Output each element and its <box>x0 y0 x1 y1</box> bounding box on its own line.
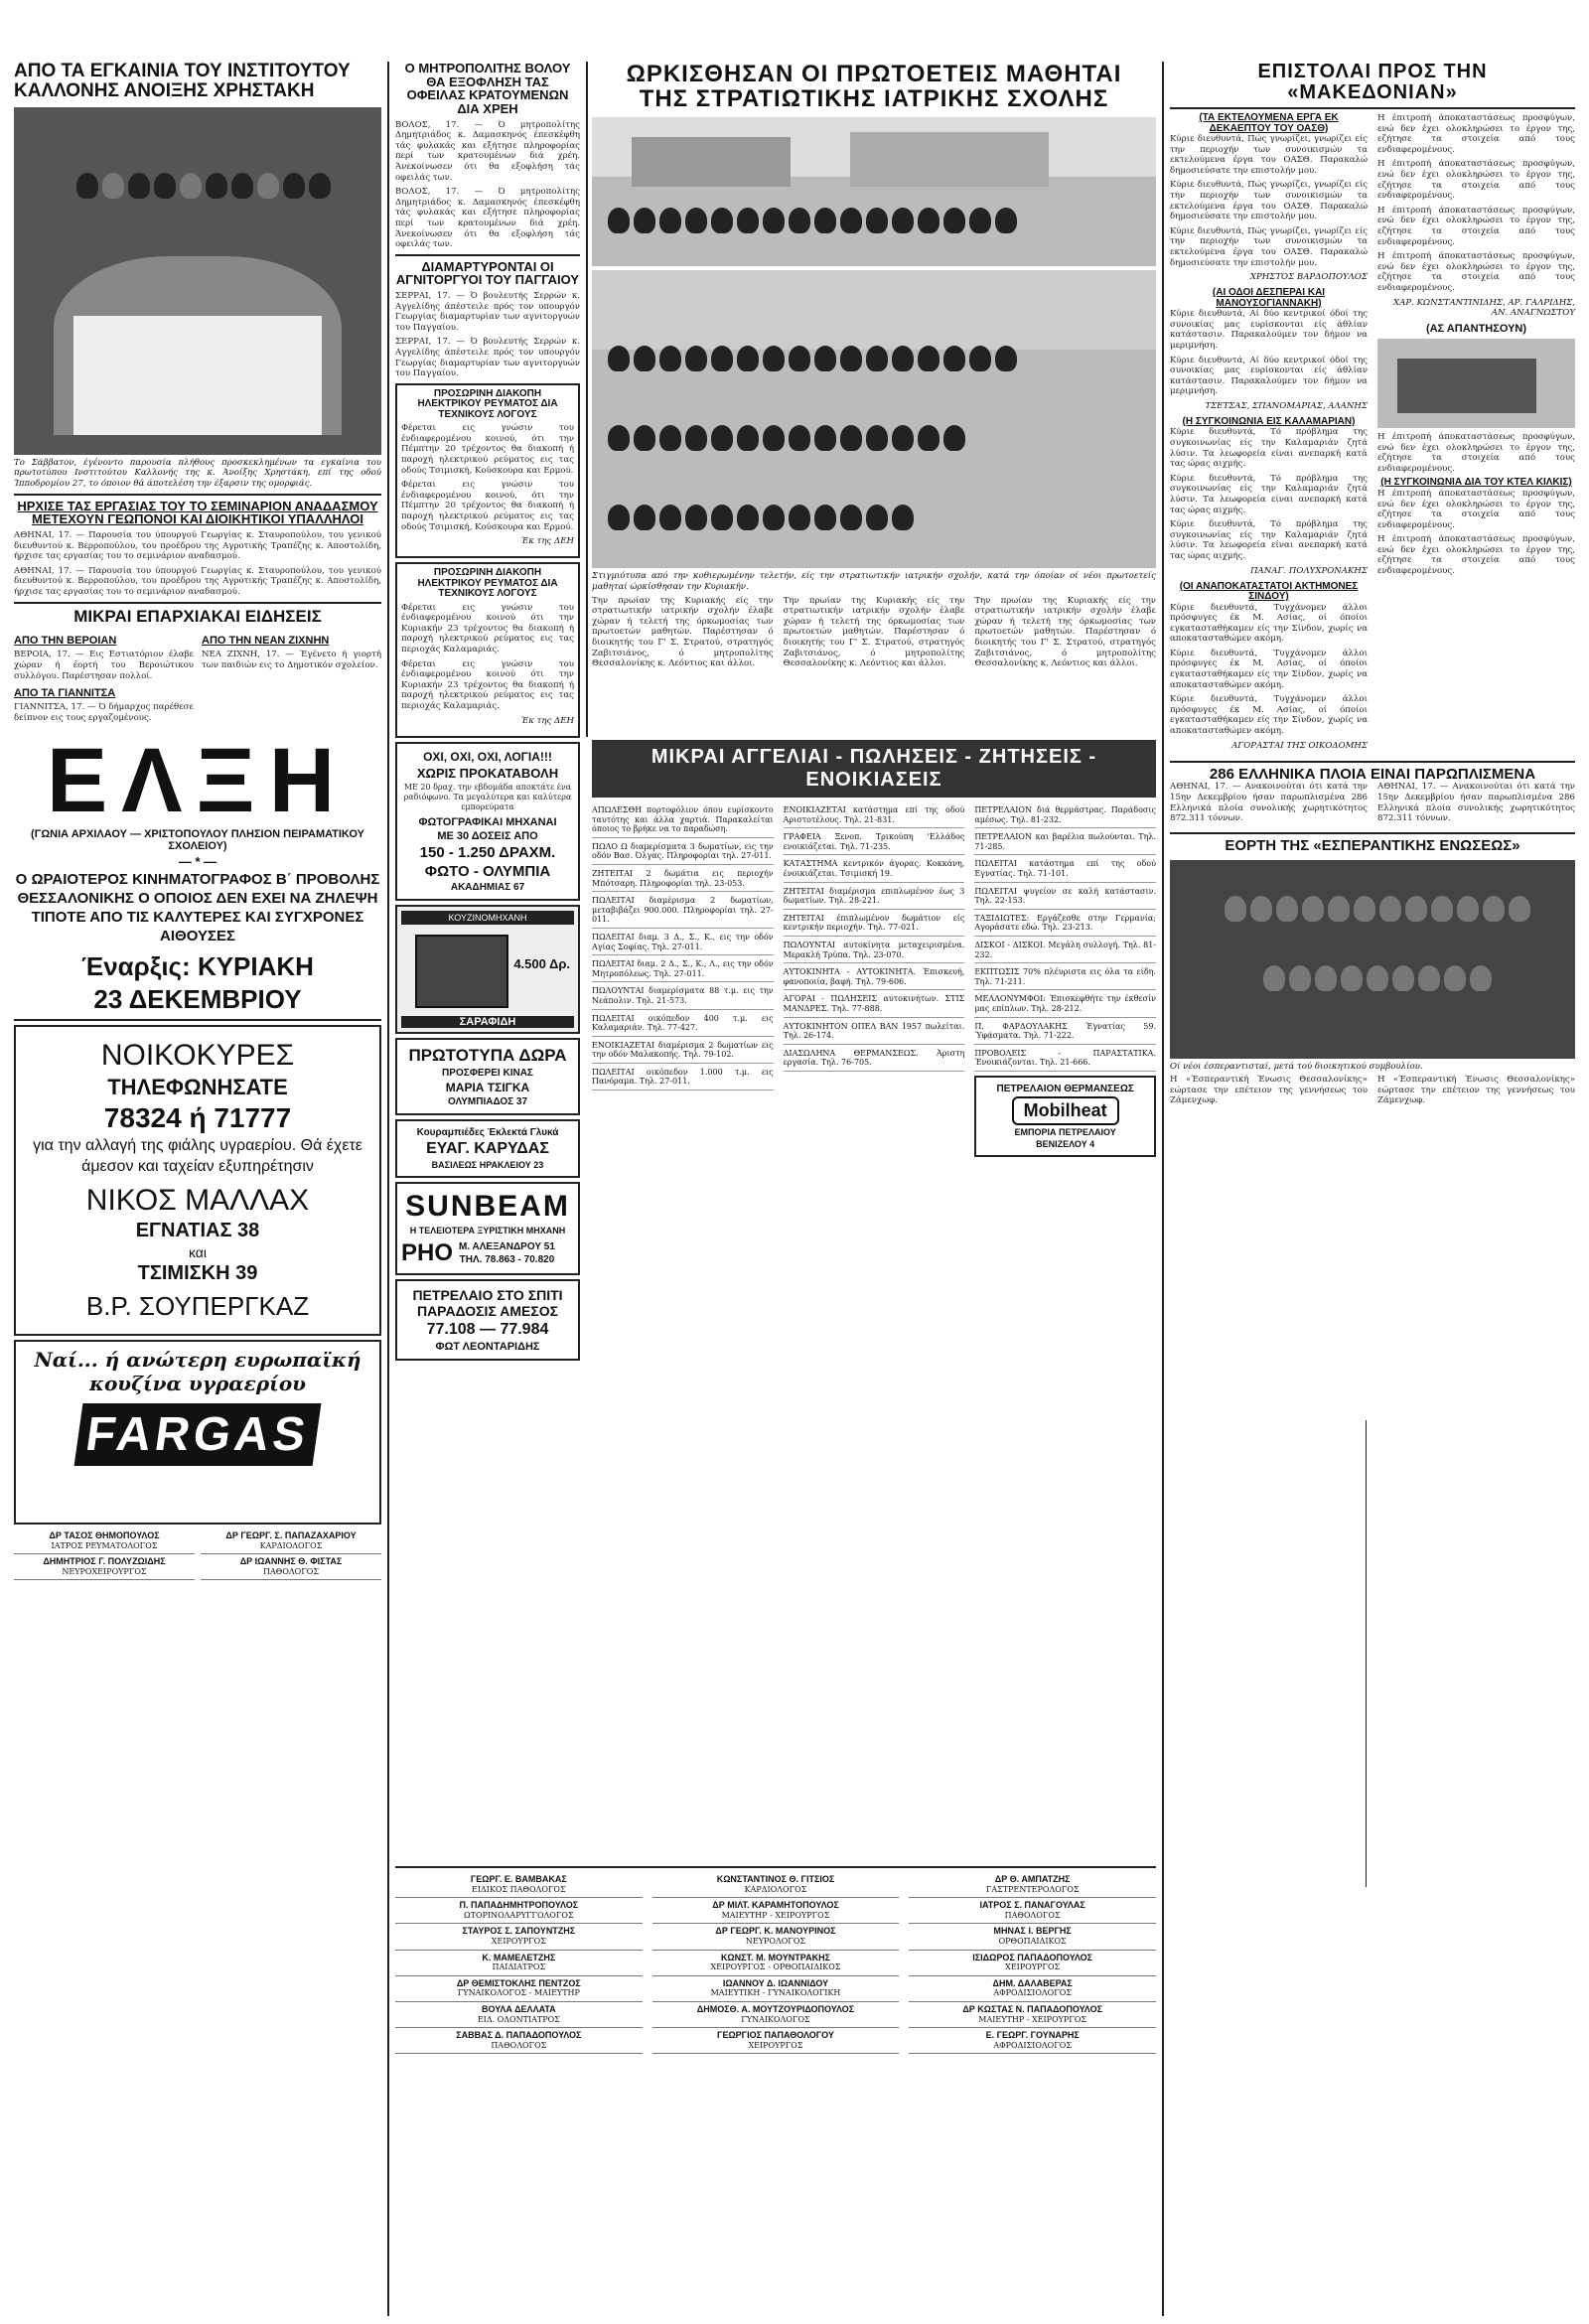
ad-elxi-cinema: ΕΛΞΗ (ΓΩΝΙΑ ΑΡΧΙΛΑΟΥ — ΧΡΙΣΤΟΠΟΥΛΟΥ ΠΛΗΣΙΟΝ ΠΕΙΡΑΜΑΤΙΚΟΥ ΣΧΟΛΕΙΟΥ) — * — Ο ΩΡΑΙΟΤΕΡΟΣ ΚΙΝΗΜΑΤΟΓΡΑΦΟΣ Β΄ ΠΡΟΒΟΛΗΣ ΘΕΣΣΑΛΟΝΙΚΗΣ Ο ΟΠΟΙΟΣ ΔΕΝ ΕΧΕΙ ΝΑ ΖΗΛΕΨΗ ΤΙΠΟΤΕ ΑΠΟ ΤΙΣ ΚΑΛΥΤΕΡΕΣ ΚΑΙ ΣΥΓΧΡΟΝΕΣ ΑΙΘΟΥΣΕΣ Έναρξις: ΚΥΡΙΑΚΗ 23 ΔΕΚΕΜΒΡΙΟΥ <box>15 730 380 1015</box>
doctor-card: ΔΡ ΚΩΣΤΑΣ Ν. ΠΑΠΑΔΟΠΟΥΛΟΣ ΜΑΙΕΥΤΗΡ - ΧΕΙΡΟΥΡΓΟΣ <box>909 2002 1156 2028</box>
ad-petrol-home: ΠΕΤΡΕΛΑΙΟ ΣΤΟ ΣΠΙΤΙ ΠΑΡΑΔΟΣΙΣ ΑΜΕΣΟΣ 77.108 — 77.984 ΦΩΤ ΛΕΟΝΤΑΡΙΔΗΣ <box>395 1279 580 1361</box>
letter-body: Η έπιτροπή άποκαταστάσεως προσφύγων, ενώ δεν έχει ολοκληρώσει το έργον της, εζήτησε τα στοιχεία από τους ενδιαφερομένους. <box>1377 113 1575 155</box>
letter-body: Κύριε διευθυντά, Πώς γνωρίζει, γνωρίζει είς την περιοχήν των συνοικισμών τα εκτελούμενα έργα του ΟΑΣΘ. Παρακαλώ δημοσιεύσατε την επιστολήν μου. <box>1170 134 1368 176</box>
seminar-article: ΑΘΗΝΑΙ, 17. — Παρουσία του ύπουργού Γεωργίας κ. Σταυροπούλου, του γενικού διευθυντού κ. Βερροπούλου, του προέδρου της Αγροτικής Τραπέζης κ. Αποστολίδη, ήρχισε τας εργασίας του το σεμινάριον αναδασμού. <box>14 529 381 562</box>
ad-karydas: Κουραμπιέδες Έκλεκτά Γλυκά ΕΥΑΓ. ΚΑΡΥΔΑΣ ΒΑΣΙΛΕΩΣ ΗΡΑΚΛΕΙΟΥ 23 <box>395 1119 580 1178</box>
mallax-title: ΝΟΙΚΟΚΥΡΕΣ <box>100 1039 295 1073</box>
doctor-card: ΣΑΒΒΑΣ Δ. ΠΑΠΑΔΟΠΟΥΛΟΣ ΠΑΘΟΛΟΓΟΣ <box>395 2028 643 2054</box>
headline-metropolitan: Ο ΜΗΤΡΟΠΟΛΙΤΗΣ ΒΟΛΟΥ ΘΑ ΕΞΟΦΛΗΣΗ ΤΑΣ ΟΦΕΙΛΑΣ ΚΡΑΤΟΥΜΕΝΩΝ ΔΙΑ ΧΡΕΗ <box>404 61 571 116</box>
seminar-article-continued: ΑΘΗΝΑΙ, 17. — Παρουσία του ύπουργού Γεωργίας κ. Σταυροπούλου, του γενικού διευθυντού κ. Βερροπούλου, του προέδρου της Αγροτικής Τραπέζης κ. Αποστολίδη, ήρχισε τας εργασίας του το σεμινάριον αναδασμού. <box>14 565 381 597</box>
classified-ad: ΔΙΣΚΟΙ - ΔΙΣΚΟΙ. Μεγάλη συλλογή. Τηλ. 81-232. <box>974 941 1156 963</box>
ships-article: ΑΘΗΝΑΙ, 17. — Ανακοινούται ότι κατά την 15ην Δεκεμβρίου ήσαν παρωπλισμένα 286 Ελληνικά πλοία συνολικής χωρητικότητος 872.311 τόννων. <box>1170 782 1368 824</box>
elxi-start: Έναρξις: ΚΥΡΙΑΚΗ <box>81 951 314 982</box>
giannitsa-article: ΓΙΑΝΝΙΤΣΑ, 17. — Ό δήμαρχος παρέθεσε δείπνον εις τους εργαζομένους. <box>14 702 194 723</box>
mallax-addr2: ΤΣΙΜΙΣΚΗ 39 <box>137 1261 258 1284</box>
doctor-card: ΙΣΙΔΩΡΟΣ ΠΑΠΑΔΟΠΟΥΛΟΣ ΧΕΙΡΟΥΡΓΟΣ <box>909 1951 1156 1976</box>
classified-ad: ΖΗΤΕΙΤΑΙ διαμέρισμα επιπλωμένον έως 3 δωματίων. Τηλ. 28-221. <box>784 887 965 910</box>
column-1 <box>14 62 381 1580</box>
doctor-card: ΒΟΥΛΑ ΔΕΛΛΑΤΑ ΕΙΔ. ΟΔΟΝΤΙΑΤΡΟΣ <box>395 2002 643 2028</box>
classifieds-col-a <box>592 805 774 1161</box>
classified-ad: ΠΕΤΡΕΛΑΙΟΝ και βαρέλια πωλούνται. Τηλ. 71-285. <box>974 832 1156 855</box>
letter-signature: ΤΣΕΤΣΑΣ, ΣΠΑΝΟΜΑΡΙΑΣ, ΑΛΑΝΗΣ <box>1205 400 1368 411</box>
classifieds-band: ΜΙΚΡΑΙ ΑΓΓΕΛΙΑΙ - ΠΩΛΗΣΕΙΣ - ΖΗΤΗΣΕΙΣ - ΕΝΟΙΚΙΑΣΕΙΣ <box>592 740 1156 798</box>
elxi-logo: ΕΛΞΗ <box>46 730 350 832</box>
letter-signature: ΑΓΟΡΑΣΤΑΙ ΤΗΣ ΟΙΚΟΔΟΜΗΣ <box>1231 740 1368 751</box>
classified-ad: ΜΕΛΛΟΝΥΜΦΟΙ: Έπισκεφθήτε την έκθεσίν μας επίπλων. Τηλ. 28-212. <box>974 994 1156 1017</box>
classified-ad: ΑΥΤΟΚΙΝΗΤΑ - ΑΥΤΟΚΙΝΗΤΑ. Έπισκευή, φανοποιία, βαφή. Τηλ. 79-606. <box>784 967 965 990</box>
mallax-and: και <box>188 1243 208 1260</box>
column-rule <box>1162 62 1164 2316</box>
doctor-card: ΔΗΜΗΤΡΙΟΣ Γ. ΠΟΛΥΖΩΙΔΗΣ ΝΕΥΡΟΧΕΙΡΟΥΡΓΟΣ <box>14 1554 195 1580</box>
classified-ad: ΠΕΤΡΕΛΑΙΟΝ διά θερμάστρας. Παράδοσις αμέσως. Τηλ. 81-232. <box>974 805 1156 828</box>
classified-ad: Π. ΦΑΡΔΟΥΛΑΚΗΣ Έγνατίας 59. Ύφάσματα. Τηλ. 71-222. <box>974 1022 1156 1045</box>
letter-title: (ΤΑ ΕΚΤΕΛΟΥΜΕΝΑ ΕΡΓΑ ΕΚ ΔΕΚΑΕΠΤΟΥ ΤΟΥ ΟΑΣΘ) <box>1199 112 1339 134</box>
elxi-text: Ο ΩΡΑΙΟΤΕΡΟΣ ΚΙΝΗΜΑΤΟΓΡΑΦΟΣ Β΄ ΠΡΟΒΟΛΗΣ ΘΕΣΣΑΛΟΝΙΚΗΣ Ο ΟΠΟΙΟΣ ΔΕΝ ΕΧΕΙ ΝΑ ΖΗΛΕΨΗ ΤΙΠΟΤΕ ΑΠΟ ΤΙΣ ΚΑΛΥΤΕΡΕΣ ΚΑΙ ΣΥΓΧΡΟΝΕΣ ΑΙΘΟΥΣΕΣ <box>15 871 380 944</box>
classified-ad: ΔΙΑΣΩΛΗΝΑ ΘΕΡΜΑΝΣΕΩΣ. Άριστη εργασία. Τηλ. 76-705. <box>784 1049 965 1072</box>
classified-ad: ΠΩΛΕΙΤΑΙ διαμ. 2 Δ., Σ., Κ., Λ., εις την οδόν Μητροπόλεως. Τηλ. 27-011. <box>592 959 774 982</box>
institute-photo <box>14 107 381 455</box>
classified-ad: ΑΠΩΛΕΣΘΗ πορτοφόλιον όπου ευρίσκοντο ταυτότης και άλλα χαρτιά. Παρακαλείται όποιος το βρήκε να το παραδώση. <box>592 805 774 838</box>
mallax-name: ΝΙΚΟΣ ΜΑΛΛΑΧ <box>85 1183 310 1217</box>
headline-seminar: ΗΡΧΙΣΕ ΤΑΣ ΕΡΓΑΣΙΑΣ ΤΟΥ ΤΟ ΣΕΜΙΝΑΡΙΟΝ ΑΝΑΔΑΣΜΟΥ ΜΕΤΕΧΟΥΝ ΓΕΩΠΟΝΟΙ ΚΑΙ ΔΙΟΙΚΗΤΙΚΟΙ ΥΠΑΛΛΗΛΟΙ <box>17 498 378 527</box>
ad-sunbeam: SUNBEAM Η ΤΕΛΕΙΟΤΕΡΑ ΞΥΡΙΣΤΙΚΗ ΜΗΧΑΝΗ ΡΗΟ Μ. ΑΛΕΞΑΝΔΡΟΥ 51 ΤΗΛ. 78.863 - 70.820 <box>395 1182 580 1275</box>
notice-power-cut-1: ΠΡΟΣΩΡΙΝΗ ΔΙΑΚΟΠΗ ΗΛΕΚΤΡΙΚΟΥ ΡΕΥΜΑΤΟΣ ΔΙΑ ΤΕΧΝΙΚΟΥΣ ΛΟΓΟΥΣ Φέρεται εις γνώσιν του ένδιαφερομένου κοινού, ότι την Πέμπτην 20 τρέχοντος θα διακοπή ή παροχή ηλεκτρικού ρεύματος εις τας οδούς Τσιμισκή, Κούσκουρα και Ερμού. Φέρεται εις γνώσιν του ένδιαφερομένου κοινού, ότι την Πέμπτην 20 τρέχοντος θα διακοπή ή παροχή ηλεκτρικού ρεύματος εις τας οδούς Τσιμισκή, Κούσκουρα και Ερμού. Έκ της ΔΕΗ <box>395 383 580 558</box>
headline-esperanto: ΕΟΡΤΗ ΤΗΣ «ΕΣΠΕΡΑΝΤΙΚΗΣ ΕΝΩΣΕΩΣ» <box>1225 836 1520 854</box>
doctor-card: ΙΩΑΝΝΟΥ Δ. ΙΩΑΝΝΙΔΟΥ ΜΑΙΕΥΤΙΚΗ - ΓΥΝΑΙΚΟΛΟΓΙΚΗ <box>652 1976 900 2002</box>
mallax-text: για την αλλαγή της φιάλης υγραερίου. Θά έχετε άμεσον και ταχείαν εξυπηρέτησιν <box>33 1137 362 1176</box>
headline-military-medical: ΩΡΚΙΣΘΗΣΑΝ ΟΙ ΠΡΩΤΟΕΤΕΙΣ ΜΑΘΗΤΑΙ ΤΗΣ ΣΤΡΑΤΙΩΤΙΚΗΣ ΙΑΤΡΙΚΗΣ ΣΧΟΛΗΣ <box>626 61 1122 113</box>
classified-ad: ΠΩΛΟ Ω διαμερίσματα 3 δωματίων, εις την οδόν Βασ. Όλγας. Πληροφορίαι τηλ. 27-011. <box>592 842 774 865</box>
esperanto-article: Η «Έσπεραντική Ένωσις Θεσσαλονίκης» εώρτασε την επέτειον της γεννήσεως του Ζάμενχωφ. <box>1170 1075 1368 1106</box>
doctor-card: Ε. ΓΕΩΡΓ. ΓΟΥΝΑΡΗΣ ΑΦΡΟΔΙΣΙΟΛΟΓΟΣ <box>909 2028 1156 2054</box>
column-rule <box>586 62 588 737</box>
doctor-card: ΔΡ ΜΙΛΤ. ΚΑΡΑΜΗΤΟΠΟΥΛΟΣ ΜΑΙΕΥΤΗΡ - ΧΕΙΡΟΥΡΓΟΣ <box>652 1898 900 1924</box>
column-2: Ο ΜΗΤΡΟΠΟΛΙΤΗΣ ΒΟΛΟΥ ΘΑ ΕΞΟΦΛΗΣΗ ΤΑΣ ΟΦΕΙΛΑΣ ΚΡΑΤΟΥΜΕΝΩΝ ΔΙΑ ΧΡΕΗ ΒΟΛΟΣ, 17. — Ό μητροπολίτης Δημητριάδος κ. Δαμασκηνός έπεσκέφθη τάς φυλακάς και εξήτησε πληροφορίας περί των κρατουμένων διά χρέη. Άνεκοίνωσεν ότι θα εξοφλήση τάς οφειλάς των. ΒΟΛΟΣ, 17. — Ό μητροπολίτης Δημητριάδος κ. Δαμασκηνός έπεσκέφθη τάς φυλακάς και εξήτησε πληροφορίας περί των κρατουμένων διά χρέη. Άνεκοίνωσεν ότι θα εξοφλήση τάς οφειλάς των. ΔΙΑΜΑΡΤΥΡΟΝΤΑΙ ΟΙ ΑΓΝΙΤΟΡΓΥΟΙ ΤΟΥ ΠΑΓΓΑΙΟΥ ΣΕΡΡΑΙ, 17. — Ό βουλευτής Σερρών κ. Αγγελίδης άπέστειλε πρός τον υπουργόν Γεωργίας διαμαρτυρίαν των αγνιτοργυών του Παγγαίου. ΣΕΡΡΑΙ, 17. — Ό βουλευτής Σερρών κ. Αγγελίδης άπέστειλε πρός τον υπουργόν Γεωργίας διαμαρτυρίαν των αγνιτοργυών του Παγγαίου. ΠΡΟΣΩΡΙΝΗ ΔΙΑΚΟΠΗ ΗΛΕΚΤΡΙΚΟΥ ΡΕΥΜΑΤΟΣ ΔΙΑ ΤΕΧΝΙΚΟΥΣ ΛΟΓΟΥΣ Φέρεται εις γνώσιν του ένδιαφερομένου κοινού, ότι την Πέμπτην 20 τρέχοντος θα διακοπή ή παροχή ηλεκτρικού ρεύματος εις τας οδούς Τσιμισκή, Κούσκουρα και Ερμού. Φέρεται εις γνώσιν του ένδιαφερομένου κοινού, ότι την Πέμπτην 20 τρέχοντος θα διακοπή ή παροχή ηλεκτρικού ρεύματος εις τας οδούς Τσιμισκή, Κούσκουρα και Ερμού. Έκ της ΔΕΗ ΠΡΟΣΩΡΙΝΗ ΔΙΑΚΟΠΗ ΗΛΕΚΤΡΙΚΟΥ ΡΕΥΜΑΤΟΣ ΔΙΑ ΤΕΧΝΙΚΟΥΣ ΛΟΓΟΥΣ Φέρεται εις γνώσιν του ένδιαφερομένου κοινού ότι την Κυριακήν 23 τρέχοντος θα διακοπή ή παροχή ηλεκτρικού ρεύματος εις τας περιοχάς Καλαμαριάς. Φέρεται εις γνώσιν του ένδιαφερομένου κοινού ότι την Κυριακήν 23 τρέχοντος θα διακοπή ή παροχή ηλεκτρικού ρεύματος εις τας περιοχάς Καλαμαριάς. Έκ της ΔΕΗ ΟΧΙ, ΟΧΙ, ΟΧΙ, ΛΟΓΙΑ!!! ΧΩΡΙΣ ΠΡΟΚΑΤΑΒΟΛΗ ΜΕ 20 δραχ. την εβδομάδα αποκτάτε ένα ραδιόφωνο. Τα μεγαλύτερα και καλύτερα εμπορεύματα ΦΩΤΟΓΡΑΦΙΚΑΙ ΜΗΧΑΝΑΙ ΜΕ 30 ΔΟΣΕΙΣ ΑΠΟ 150 - 1.250 ΔΡΑΧΜ. ΦΩΤΟ - ΟΛΥΜΠΙΑ ΑΚΑΔΗΜΙΑΣ 67 ΚΟΥΖΙΝΟΜΗΧΑΝΗ 4.500 Δρ. ΣΑΡΑΦΙΔΗ ΠΡΩΤΟΤΥΠΑ ΔΩΡΑ ΠΡΟΣΦΕΡΕΙ ΚΙΝΑΣ ΜΑΡΙΑ ΤΣΙΓΚΑ ΟΛΥΜΠΙΑΔΟΣ 37 Κουραμπιέδες Έκλεκτά Γλυκά ΕΥΑΓ. ΚΑΡΥΔΑΣ ΒΑΣΙΛΕΩΣ ΗΡΑΚΛΕΙΟΥ 23 SUNBEAM Η ΤΕΛΕΙΟΤΕΡΑ ΞΥΡΙΣΤΙΚΗ ΜΗΧΑΝΗ ΡΗΟ Μ. ΑΛΕΞΑΝΔΡΟΥ 51 ΤΗΛ. 78.863 - 70.820 ΠΕΤΡΕΛΑΙΟ ΣΤΟ ΣΠΙΤΙ ΠΑΡΑΔΟΣΙΣ ΑΜΕΣΟΣ 77.108 — 77.984 ΦΩΤ ΛΕΟΝΤΑΡΙΔΗΣ <box>395 62 580 1365</box>
letter-body: Κύριε διευθυντά, Τό πρόβλημα της συγκοινωνίας είς την Καλαμαριάν ζητά λύσιν. Τα λεωφορεία είναι ανεπαρκή κατά τας ώρας αιχμής. <box>1170 427 1368 470</box>
mallax-brand: Β.Ρ. ΣΟΥΠΕΡΓΚΑΖ <box>85 1290 310 1321</box>
classified-ad: ΚΑΤΑΣΤΗΜΑ κεντρικόν άγορας. Κοκκάνη, ένοικιάζεται. Τσιμισκή 19. <box>784 859 965 882</box>
doctor-card: ΔΡ Θ. ΑΜΠΑΤΖΗΣ ΓΑΣΤΡΕΝΤΕΡΟΛΟΓΟΣ <box>909 1872 1156 1898</box>
classified-ad: ΠΩΛΕΙΤΑΙ οικόπεδον 400 τ.μ. εις Καλαμαριάν. Τηλ. 77-427. <box>592 1014 774 1037</box>
ad-photo-olympia: ΟΧΙ, ΟΧΙ, ΟΧΙ, ΛΟΓΙΑ!!! ΧΩΡΙΣ ΠΡΟΚΑΤΑΒΟΛΗ ΜΕ 20 δραχ. την εβδομάδα αποκτάτε ένα ραδιόφωνο. Τα μεγαλύτερα και καλύτερα εμπορεύματα ΦΩΤΟΓΡΑΦΙΚΑΙ ΜΗΧΑΝΑΙ ΜΕ 30 ΔΟΣΕΙΣ ΑΠΟ 150 - 1.250 ΔΡΑΧΜ. ΦΩΤΟ - ΟΛΥΜΠΙΑ ΑΚΑΔΗΜΙΑΣ 67 <box>395 742 580 901</box>
letter-signature: ΧΡΗΣΤΟΣ ΒΑΡΔΟΠΟΥΛΟΣ <box>1249 272 1368 283</box>
classified-ad: ΑΓΟΡΑΙ - ΠΩΛΗΣΕΙΣ αυτοκινήτων. ΣΤΙΣ ΜΑΝΔΡΕΣ. Τηλ. 77-888. <box>784 994 965 1017</box>
ad-stove: ΚΟΥΖΙΝΟΜΗΧΑΝΗ 4.500 Δρ. ΣΑΡΑΦΙΔΗ <box>395 905 580 1034</box>
elxi-date: 23 ΔΕΚΕΜΒΡΙΟΥ <box>93 984 302 1015</box>
column-rule <box>1366 1420 1367 1887</box>
sub-veroia: ΑΠΟ ΤΗΝ ΒΕΡΟΙΑΝ <box>14 635 117 648</box>
classified-ad: ΖΗΤΕΙΤΑΙ έπιπλωμένον δωμάτιον είς κεντρικήν περιοχήν. Τηλ. 77-021. <box>784 914 965 937</box>
doctor-card: ΔΗΜΟΣΘ. Α. ΜΟΥΤΖΟΥΡΙΔΟΠΟΥΛΟΣ ΓΥΝΑΙΚΟΛΟΓΟΣ <box>652 2002 900 2028</box>
classified-ad: ΖΗΤΕΙΤΑΙ 2 δωμάτια εις περιοχήν Μπότσαρη. Πληροφορίαι τηλ. 23-053. <box>592 869 774 892</box>
ad-mobilheat: ΠΕΤΡΕΛΑΙΟΝ ΘΕΡΜΑΝΣΕΩΣ Mobilheat ΕΜΠΟΡΙΑ ΠΕΤΡΕΛΑΙΟΥ ΒΕΝΙΖΕΛΟΥ 4 <box>974 1076 1156 1157</box>
letters-right: Η έπιτροπή άποκαταστάσεως προσφύγων, ενώ δεν έχει ολοκληρώσει το έργον της, εζήτησε τα στοιχεία από τους ενδιαφερομένους. Η έπιτροπή άποκαταστάσεως προσφύγων, ενώ δεν έχει ολοκληρώσει το έργον της, εζήτησε τα στοιχεία από τους ενδιαφερομένους. Η έπιτροπή άποκαταστάσεως προσφύγων, ενώ δεν έχει ολοκληρώσει το έργον της, εζήτησε τα στοιχεία από τους ενδιαφερομένους. Η έπιτροπή άποκαταστάσεως προσφύγων, ενώ δεν έχει ολοκληρώσει το έργον της, εζήτησε τα στοιχεία από τους ενδιαφερομένους. ΧΑΡ. ΚΩΝΣΤΑΝΤΙΝΙΔΗΣ, ΑΡ. ΓΑΛΡΙΔΗΣ, ΑΝ. ΑΝΑΓΝΩΣΤΟΥ (ΑΣ ΑΠΑΝΤΗΣΟΥΝ) Η έπιτροπή άποκαταστάσεως προσφύγων, ενώ δεν έχει ολοκληρώσει το έργον της, εζήτησε τα στοιχεία από τους ενδιαφερομένους. (Η ΣΥΓΚΟΙΝΩΝΙΑ ΔΙΑ ΤΟΥ ΚΤΕΛ ΚΙΛΚΙΣ) Η έπιτροπή άποκαταστάσεως προσφύγων, ενώ δεν έχει ολοκληρώσει το έργον της, εζήτησε τα στοιχεία από τους ενδιαφερομένους. Η έπιτροπή άποκαταστάσεως προσφύγων, ενώ δεν έχει ολοκληρώσει το έργον της, εζήτησε τα στοιχεία από τους ενδιαφερομένους. <box>1377 113 1575 577</box>
doctor-card: ΙΑΤΡΟΣ Σ. ΠΑΝΑΓΟΥΛΑΣ ΠΑΘΟΛΟΓΟΣ <box>909 1898 1156 1924</box>
headline-letters: ΕΠΙΣΤΟΛΑΙ ΠΡΟΣ ΤΗΝ «ΜΑΚΕΔΟΝΙΑΝ» <box>1257 61 1488 103</box>
section-provincial-news: ΜΙΚΡΑΙ ΕΠΑΡΧΙΑΚΑΙ ΕΙΔΗΣΕΙΣ <box>73 606 322 626</box>
letter-title: (ΑΣ ΑΠΑΝΤΗΣΟΥΝ) <box>1425 322 1527 335</box>
mobilheat-logo: Mobilheat <box>1012 1096 1119 1125</box>
column-rule <box>387 62 389 2316</box>
headline-institute: ΑΠΟ ΤΑ ΕΓΚΑΙΝΙΑ ΤΟΥ ΙΝΣΤΙΤΟΥΤΟΥ ΚΑΛΛΟΝΗΣ ΑΝΟΙΞΗΣ ΧΡΗΣΤΑΚΗ <box>14 61 351 101</box>
ceremony-photo-caption: Στιγμιότυπα από την κοθιερωμένην τελετήν, είς την στρατιωτικήν ιατρικήν σχολήν, κατά την όποίαν οί νέοι πρωτοετείς μαθηταί ώρκίσθησαν την Κυριακήν. <box>592 571 1156 592</box>
doctor-card: ΚΩΝΣΤΑΝΤΙΝΟΣ Θ. ΓΙΤΣΙΟΣ ΚΑΡΔΙΟΛΟΓΟΣ <box>652 1872 900 1898</box>
fargas-logo: FARGAS <box>74 1403 322 1466</box>
classified-ad: ΠΩΛΕΙΤΑΙ διαμέρισμα 2 δωματίων, μεταβιβάζει 900.000. Πληροφορίαι τηλ. 27-011. <box>592 896 774 929</box>
letters-left: (ΤΑ ΕΚΤΕΛΟΥΜΕΝΑ ΕΡΓΑ ΕΚ ΔΕΚΑΕΠΤΟΥ ΤΟΥ ΟΑΣΘ) Κύριε διευθυντά, Πώς γνωρίζει, γνωρίζει είς την περιοχήν των συνοικισμών τα εκτελούμενα έργα του ΟΑΣΘ. Παρακαλώ δημοσιεύσατε την επιστολήν μου. Κύριε διευθυντά, Πώς γνωρίζει, γνωρίζει είς την περιοχήν των συνοικισμών τα εκτελούμενα έργα του ΟΑΣΘ. Παρακαλώ δημοσιεύσατε την επιστολήν μου. Κύριε διευθυντά, Πώς γνωρίζει, γνωρίζει είς την περιοχήν των συνοικισμών τα εκτελούμενα έργα του ΟΑΣΘ. Παρακαλώ δημοσιεύσατε την επιστολήν μου. ΧΡΗΣΤΟΣ ΒΑΡΔΟΠΟΥΛΟΣ (ΑΙ ΟΔΟΙ ΔΕΣΠΕΡΑΙ ΚΑΙ ΜΑΝΟΥΣΟΓΙΑΝΝΑΚΗ) Κύριε διευθυντά, Αί δύο κεντρικοί όδοί της συνοικίας μας ευρίσκονται είς άθλίαν κατάστασιν. Παρακαλούμεν τον δήμον να μεριμνήση. Κύριε διευθυντά, Αί δύο κεντρικοί όδοί της συνοικίας μας ευρίσκονται είς άθλίαν κατάστασιν. Παρακαλούμεν τον δήμον να μεριμνήση. ΤΣΕΤΣΑΣ, ΣΠΑΝΟΜΑΡΙΑΣ, ΑΛΑΝΗΣ (Η ΣΥΓΚΟΙΝΩΝΙΑ ΕΙΣ ΚΑΛΑΜΑΡΙΑΝ) Κύριε διευθυντά, Τό πρόβλημα της συγκοινωνίας είς την Καλαμαριάν ζητά λύσιν. Τα λεωφορεία είναι ανεπαρκή κατά τας ώρας αιχμής. Κύριε διευθυντά, Τό πρόβλημα της συγκοινωνίας είς την Καλαμαριάν ζητά λύσιν. Τα λεωφορεία είναι ανεπαρκή κατά τας ώρας αιχμής. Κύριε διευθυντά, Τό πρόβλημα της συγκοινωνίας είς την Καλαμαριάν ζητά λύσιν. Τα λεωφορεία είναι ανεπαρκή κατά τας ώρας αιχμής. ΠΑΝΑΓ. ΠΟΛΥΧΡΟΝΑΚΗΣ (ΟΙ ΑΝΑΠΟΚΑΤΑΣΤΑΤΟΙ ΑΚΤΗΜΟΝΕΣ ΣΙΝΔΟΥ) Κύριε διευθυντά, Τυγχάνομεν άλλοι πρόσφυγες έκ Μ. Ασίας, οί όποίοι εγκατασταθήκαμεν είς την Σίνδον, χωρίς να αποκατασταθώμεν ακόμη. Κύριε διευθυντά, Τυγχάνομεν άλλοι πρόσφυγες έκ Μ. Ασίας, οί όποίοι εγκατασταθήκαμεν είς την Σίνδον, χωρίς να αποκατασταθώμεν ακόμη. Κύριε διευθυντά, Τυγχάνομεν άλλοι πρόσφυγες έκ Μ. Ασίας, οί όποίοι εγκατασταθήκαμεν είς την Σίνδον, χωρίς να αποκατασταθώμεν ακόμη. ΑΓΟΡΑΣΤΑΙ ΤΗΣ ΟΙΚΟΔΟΜΗΣ <box>1170 112 1368 751</box>
classified-ad: ΕΝΟΙΚΙΑΖΕΤΑΙ κατάστημα επί της οδού Αριστοτέλους. Τηλ. 21-831. <box>784 805 965 828</box>
doctor-card: ΣΤΑΥΡΟΣ Σ. ΣΑΠΟΥΝΤΖΗΣ ΧΕΙΡΟΥΡΓΟΣ <box>395 1924 643 1950</box>
mallax-call: ΤΗΛΕΦΩΝΗΣΑΤΕ <box>107 1075 288 1100</box>
doctor-card: ΔΗΜ. ΔΑΛΑΒΕΡΑΣ ΑΦΡΟΔΙΣΙΟΛΟΓΟΣ <box>909 1976 1156 2002</box>
doctor-card: ΚΩΝΣΤ. Μ. ΜΟΥΝΤΡΑΚΗΣ ΧΕΙΡΟΥΡΓΟΣ - ΟΡΘΟΠΑΙΔΙΚΟΣ <box>652 1951 900 1976</box>
mallax-phones: 78324 ή 71777 <box>103 1102 292 1134</box>
letter-title: (Η ΣΥΓΚΟΙΝΩΝΙΑ ΕΙΣ ΚΑΛΑΜΑΡΙΑΝ) <box>1182 415 1356 427</box>
letter-body: Κύριε διευθυντά, Τυγχάνομεν άλλοι πρόσφυγες έκ Μ. Ασίας, οί όποίοι εγκατασταθήκαμεν είς την Σίνδον, χωρίς να αποκατασταθώμεν ακόμη. <box>1170 602 1368 645</box>
bus-photo <box>1377 339 1575 428</box>
metropolitan-article: ΒΟΛΟΣ, 17. — Ό μητροπολίτης Δημητριάδος κ. Δαμασκηνός έπεσκέφθη τάς φυλακάς και εξήτησε πληροφορίας περί των κρατουμένων διά χρέη. Άνεκοίνωσεν ότι θα εξοφλήση τάς οφειλάς των. <box>395 119 580 183</box>
notice-power-cut-2: ΠΡΟΣΩΡΙΝΗ ΔΙΑΚΟΠΗ ΗΛΕΚΤΡΙΚΟΥ ΡΕΥΜΑΤΟΣ ΔΙΑ ΤΕΧΝΙΚΟΥΣ ΛΟΓΟΥΣ Φέρεται εις γνώσιν του ένδιαφερομένου κοινού ότι την Κυριακήν 23 τρέχοντος θα διακοπή ή παροχή ηλεκτρικού ρεύματος εις τας περιοχάς Καλαμαριάς. Φέρεται εις γνώσιν του ένδιαφερομένου κοινού ότι την Κυριακήν 23 τρέχοντος θα διακοπή ή παροχή ηλεκτρικού ρεύματος εις τας περιοχάς Καλαμαριάς. Έκ της ΔΕΗ <box>395 562 580 737</box>
classified-ad: ΕΚΠΤΩΣΙΣ 70% πλέυριστα εις όλα τα είδη. Τηλ. 71-211. <box>974 967 1156 990</box>
ad-fargas <box>14 1340 381 1525</box>
elxi-address: (ΓΩΝΙΑ ΑΡΧΙΛΑΟΥ — ΧΡΙΣΤΟΠΟΥΛΟΥ ΠΛΗΣΙΟΝ ΠΕΙΡΑΜΑΤΙΚΟΥ ΣΧΟΛΕΙΟΥ) <box>31 828 364 853</box>
doctor-card: ΔΡ ΤΑΣΟΣ ΘΗΜΟΠΟΥΛΟΣ ΙΑΤΡΟΣ ΡΕΥΜΑΤΟΛΟΓΟΣ <box>14 1528 195 1554</box>
classified-ad: ΤΑΞΙΔΙΩΤΕΣ: Εργάζεσθε στην Γερμανία; Αγοράσατε εδώ. Τηλ. 23-213. <box>974 914 1156 937</box>
ceremony-photo-bottom <box>592 270 1156 568</box>
doctor-card: Κ. ΜΑΜΕΛΕΤΖΗΣ ΠΑΙΔΙΑΤΡΟΣ <box>395 1951 643 1976</box>
headline-ships: 286 ΕΛΛΗΝΙΚΑ ΠΛΟΙΑ ΕΙΝΑΙ ΠΑΡΩΠΛΙΣΜΕΝΑ <box>1209 765 1536 783</box>
doctor-card: ΓΕΩΡΓΙΟΣ ΠΑΠΑΘΟΛΟΓΟΥ ΧΕΙΡΟΥΡΓΟΣ <box>652 2028 900 2054</box>
classified-ad: ΠΩΛΕΙΤΑΙ κατάστημα επί της οδού Εγνατίας. Τηλ. 71-101. <box>974 859 1156 882</box>
classified-ad: ΑΥΤΟΚΙΝΗΤΟΝ ΟΠΕΛ ΒΑΝ 1957 πωλείται. Τηλ. 26-174. <box>784 1022 965 1045</box>
veroia-article: ΒΕΡΟΙΑ, 17. — Εις Εστιατόριον έλαβε χώραν ή έορτή του Βεροιώτικου συλλόγου. Παρέστησαν πολλοί. <box>14 650 194 681</box>
ad-mallax-gas <box>14 1025 381 1336</box>
column-3: ΩΡΚΙΣΘΗΣΑΝ ΟΙ ΠΡΩΤΟΕΤΕΙΣ ΜΑΘΗΤΑΙ ΤΗΣ ΣΤΡΑΤΙΩΤΙΚΗΣ ΙΑΤΡΙΚΗΣ ΣΧΟΛΗΣ Στιγμιότυπα από την κοθιερωμένην τελετήν, είς την στρατιωτικήν ιατρικήν σχολήν, κατά την όποίαν οί νέοι πρωτοετείς μαθηταί ώρκίσθησαν την Κυριακήν. Την πρωίαν της Κυριακής είς την στρατιωτικήν ιατρικήν σχολήν έλαβε χώραν ή τελετή της όρκωμοσίας των πρωτοετών μαθητών. Παρέστησαν ό διοικητής του Γ' Σ. Στρατού, στρατηγός Ζαβιτσιάνος, ό μητροπολίτης Θεσσαλονίκης κ. Λεόντιος και άλλοι. Την πρωίαν της Κυριακής είς την στρατιωτικήν ιατρικήν σχολήν έλαβε χώραν ή τελετή της όρκωμοσίας των πρωτοετών μαθητών. Παρέστησαν ό διοικητής του Γ' Σ. Στρατού, στρατηγός Ζαβιτσιάνος, ό μητροπολίτης Θεσσαλονίκης κ. Λεόντιος και άλλοι. Την πρωίαν της Κυριακής είς την στρατιωτικήν ιατρικήν σχολήν έλαβε χώραν ή τελετή της όρκωμοσίας των πρωτοετών μαθητών. Παρέστησαν ό διοικητής του Γ' Σ. Στρατού, στρατηγός Ζαβιτσιάνος, ό μητροπολίτης Θεσσαλονίκης κ. Λεόντιος και άλλοι. <box>592 61 1156 669</box>
letter-title: (ΟΙ ΑΝΑΠΟΚΑΤΑΣΤΑΤΟΙ ΑΚΤΗΜΟΝΕΣ ΣΙΝΔΟΥ) <box>1179 580 1359 602</box>
classified-ad: ΠΩΛΕΙΤΑΙ διαμ. 3 Δ., Σ., Κ., εις την οδόν Αγίας Σοφίας. Τηλ. 27-011. <box>592 933 774 955</box>
sub-giannitsa: ΑΠΟ ΤΑ ΓΙΑΝΝΙΤΣΑ <box>14 687 116 700</box>
ad-gifts: ΠΡΩΤΟΤΥΠΑ ΔΩΡΑ ΠΡΟΣΦΕΡΕΙ ΚΙΝΑΣ ΜΑΡΙΑ ΤΣΙΓΚΑ ΟΛΥΜΠΙΑΔΟΣ 37 <box>395 1038 580 1115</box>
doctor-card: Π. ΠΑΠΑΔΗΜΗΤΡΟΠΟΥΛΟΣ ΩΤΟΡΙΝΟΛΑΡΥΓΓΟΛΟΓΟΣ <box>395 1898 643 1924</box>
ceremony-article: Την πρωίαν της Κυριακής είς την στρατιωτικήν ιατρικήν σχολήν έλαβε χώραν ή τελετή της όρκωμοσίας των πρωτοετών μαθητών. Παρέστησαν ό διοικητής του Γ' Σ. Στρατού, στρατηγός Ζαβιτσιάνος, ό μητροπολίτης Θεσσαλονίκης κ. Λεόντιος και άλλοι. <box>592 595 774 669</box>
nea-zichni-article: ΝΕΑ ΖΙΧΝΗ, 17. — Έγένετο ή γιορτή των παιδιών εις το Δημοτικόν σχολείον. <box>202 650 381 670</box>
letter-signature: ΧΑΡ. ΚΩΝΣΤΑΝΤΙΝΙΔΗΣ, ΑΡ. ΓΑΛΡΙΔΗΣ, ΑΝ. ΑΝΑΓΝΩΣΤΟΥ <box>1393 297 1575 318</box>
esperanto-photo <box>1170 860 1575 1059</box>
doctor-card: ΔΡ ΘΕΜΙΣΤΟΚΛΗΣ ΠΕΝΤΖΟΣ ΓΥΝΑΙΚΟΛΟΓΟΣ - ΜΑΙΕΥΤΗΡ <box>395 1976 643 2002</box>
classifieds-col-c <box>974 805 1156 1161</box>
doctor-card: ΔΡ ΙΩΑΝΝΗΣ Θ. ΦΙΣΤΑΣ ΠΑΘΟΛΟΓΟΣ <box>201 1554 381 1580</box>
doctor-card: ΔΡ ΓΕΩΡΓ. Κ. ΜΑΝΟΥΡΙΝΟΣ ΝΕΥΡΟΛΟΓΟΣ <box>652 1924 900 1950</box>
classified-ad: ΠΡΟΒΟΛΕΙΣ - ΠΑΡΑΣΤΑΤΙΚΑ. Ένοικιάζονται. Τηλ. 21-666. <box>974 1049 1156 1072</box>
fargas-slogan: Ναί... ή ανώτερη ευρωπαϊκή κουζίνα υγραερίου <box>34 1347 361 1395</box>
pangaio-article: ΣΕΡΡΑΙ, 17. — Ό βουλευτής Σερρών κ. Αγγελίδης άπέστειλε πρός τον υπουργόν Γεωργίας διαμαρτυρίαν των αγνιτοργυών του Παγγαίου. <box>395 290 580 333</box>
doctor-card: ΜΗΝΑΣ Ι. ΒΕΡΓΗΣ ΟΡΘΟΠΑΙΔΙΚΟΣ <box>909 1924 1156 1950</box>
institute-photo-caption: Το Σάββατον, έγένοντο παρουσία πλήθους προσκεκλημένων τα εγκαίνια του πρωτοτύπου Ινστιτούτου Καλλονής της κ. Άνοίξης Χρηστάκη, επί της οδού Ίπποδρομίου 27, το όποιον θά άποτελέση την έξαρσιν της ομορφιάς. <box>14 457 381 490</box>
ceremony-photo-top <box>592 117 1156 266</box>
classified-ad: ΠΩΛΕΙΤΑΙ οικόπεδον 1.000 τ.μ. εις Πανόραμα. Τηλ. 27-011. <box>592 1068 774 1090</box>
classified-ad: ΓΡΑΦΕΙΑ Ξενοπ. Τρικούπη 'Ελλάδος ενοικιάζεται. Τηλ. 71-235. <box>784 832 965 855</box>
classified-ad: ΕΝΟΙΚΙΑΖΕΤΑΙ διαμέρισμα 2 δωματίων εις την οδόν Μαλακοπής. Τηλ. 79-102. <box>592 1041 774 1064</box>
classifieds-section <box>592 740 1156 1161</box>
doctor-card: ΔΡ ΓΕΩΡΓ. Σ. ΠΑΠΑΖΑΧΑΡΙΟΥ ΚΑΡΔΙΟΛΟΓΟΣ <box>201 1528 381 1554</box>
classified-ad: ΠΩΛΟΥΝΤΑΙ διαμερίσματα 88 τ.μ. εις την Νεάπολιν. Τηλ. 21-573. <box>592 986 774 1009</box>
mallax-addr1: ΕΓΝΑΤΙΑΣ 38 <box>135 1219 260 1241</box>
headline-pangaio: ΔΙΑΜΑΡΤΥΡΟΝΤΑΙ ΟΙ ΑΓΝΙΤΟΡΓΥΟΙ ΤΟΥ ΠΑΓΓΑΙΟΥ <box>395 258 580 288</box>
letter-title: (ΑΙ ΟΔΟΙ ΔΕΣΠΕΡΑΙ ΚΑΙ ΜΑΝΟΥΣΟΓΙΑΝΝΑΚΗ) <box>1212 287 1326 309</box>
letter-body: Κύριε διευθυντά, Αί δύο κεντρικοί όδοί της συνοικίας μας ευρίσκονται είς άθλίαν κατάστασιν. Παρακαλούμεν τον δήμον να μεριμνήση. <box>1170 309 1368 351</box>
sub-nea-zichni: ΑΠΟ ΤΗΝ ΝΕΑΝ ΖΙΧΝΗΝ <box>202 635 330 648</box>
esperanto-photo-caption: Οί νέοι έσπεραντισταί, μετά τού διοικητικού συμβουλίου. <box>1170 1061 1423 1072</box>
classifieds-col-b <box>784 805 965 1161</box>
doctor-card: ΓΕΩΡΓ. Ε. ΒΑΜΒΑΚΑΣ ΕΙΔΙΚΟΣ ΠΑΘΟΛΟΓΟΣ <box>395 1872 643 1898</box>
letter-title: (Η ΣΥΓΚΟΙΝΩΝΙΑ ΔΙΑ ΤΟΥ ΚΤΕΛ ΚΙΛΚΙΣ) <box>1380 477 1572 489</box>
doctors-directory <box>395 1862 1156 2054</box>
letter-signature: ΠΑΝΑΓ. ΠΟΛΥΧΡΟΝΑΚΗΣ <box>1250 565 1368 576</box>
classified-ad: ΠΩΛΕΙΤΑΙ ψυγείον σε καλή κατάστασιν. Τηλ. 22-153. <box>974 887 1156 910</box>
column-4: ΕΠΙΣΤΟΛΑΙ ΠΡΟΣ ΤΗΝ «ΜΑΚΕΔΟΝΙΑΝ» (ΤΑ ΕΚΤΕΛΟΥΜΕΝΑ ΕΡΓΑ ΕΚ ΔΕΚΑΕΠΤΟΥ ΤΟΥ ΟΑΣΘ) Κύριε διευθυντά, Πώς γνωρίζει, γνωρίζει είς την περιοχήν των συνοικισμών τα εκτελούμενα έργα του ΟΑΣΘ. Παρακαλώ δημοσιεύσατε την επιστολήν μου. Κύριε διευθυντά, Πώς γνωρίζει, γνωρίζει είς την περιοχήν των συνοικισμών τα εκτελούμενα έργα του ΟΑΣΘ. Παρακαλώ δημοσιεύσατε την επιστολήν μου. Κύριε διευθυντά, Πώς γνωρίζει, γνωρίζει είς την περιοχήν των συνοικισμών τα εκτελούμενα έργα του ΟΑΣΘ. Παρακαλώ δημοσιεύσατε την επιστολήν μου. ΧΡΗΣΤΟΣ ΒΑΡΔΟΠΟΥΛΟΣ (ΑΙ ΟΔΟΙ ΔΕΣΠΕΡΑΙ ΚΑΙ ΜΑΝΟΥΣΟΓΙΑΝΝΑΚΗ) Κύριε διευθυντά, Αί δύο κεντρικοί όδοί της συνοικίας μας ευρίσκονται είς άθλίαν κατάστασιν. Παρακαλούμεν τον δήμον να μεριμνήση. Κύριε διευθυντά, Αί δύο κεντρικοί όδοί της συνοικίας μας ευρίσκονται είς άθλίαν κατάστασιν. Παρακαλούμεν τον δήμον να μεριμνήση. ΤΣΕΤΣΑΣ, ΣΠΑΝΟΜΑΡΙΑΣ, ΑΛΑΝΗΣ (Η ΣΥΓΚΟΙΝΩΝΙΑ ΕΙΣ ΚΑΛΑΜΑΡΙΑΝ) Κύριε διευθυντά, Τό πρόβλημα της συγκοινωνίας είς την Καλαμαριάν ζητά λύσιν. Τα λεωφορεία είναι ανεπαρκή κατά τας ώρας αιχμής. Κύριε διευθυντά, Τό πρόβλημα της συγκοινωνίας είς την Καλαμαριάν ζητά λύσιν. Τα λεωφορεία είναι ανεπαρκή κατά τας ώρας αιχμής. Κύριε διευθυντά, Τό πρόβλημα της συγκοινωνίας είς την Καλαμαριάν ζητά λύσιν. Τα λεωφορεία είναι ανεπαρκή κατά τας ώρας αιχμής. ΠΑΝΑΓ. ΠΟΛΥΧΡΟΝΑΚΗΣ (ΟΙ ΑΝΑΠΟΚΑΤΑΣΤΑΤΟΙ ΑΚΤΗΜΟΝΕΣ ΣΙΝΔΟΥ) Κύριε διευθυντά, Τυγχάνομεν άλλοι πρόσφυγες έκ Μ. Ασίας, οί όποίοι εγκατασταθήκαμεν είς την Σίνδον, χωρίς να αποκατασταθώμεν ακόμη. Κύριε διευθυντά, Τυγχάνομεν άλλοι πρόσφυγες έκ Μ. Ασίας, οί όποίοι εγκατασταθήκαμεν είς την Σίνδον, χωρίς να αποκατασταθώμεν ακόμη. Κύριε διευθυντά, Τυγχάνομεν άλλοι πρόσφυγες έκ Μ. Ασίας, οί όποίοι εγκατασταθήκαμεν είς την Σίνδον, χωρίς να αποκατασταθώμεν ακόμη. ΑΓΟΡΑΣΤΑΙ ΤΗΣ ΟΙΚΟΔΟΜΗΣ Η έπιτροπή άποκαταστάσεως προσφύγων, ενώ δεν έχει ολοκληρώσει το έργον της, εζήτησε τα στοιχεία από τους ενδιαφερομένους. Η έπιτροπή άποκαταστάσεως προσφύγων, ενώ δεν έχει ολοκληρώσει το έργον της, εζήτησε τα στοιχεία από τους ενδιαφερομένους. Η έπιτροπή άποκαταστάσεως προσφύγων, ενώ δεν έχει ολοκληρώσει το έργον της, εζήτησε τα στοιχεία από τους ενδιαφερομένους. Η έπιτροπή άποκαταστάσεως προσφύγων, ενώ δεν έχει ολοκληρώσει το έργον της, εζήτησε τα στοιχεία από τους ενδιαφερομένους. ΧΑΡ. ΚΩΝΣΤΑΝΤΙΝΙΔΗΣ, ΑΡ. ΓΑΛΡΙΔΗΣ, ΑΝ. ΑΝΑΓΝΩΣΤΟΥ (ΑΣ ΑΠΑΝΤΗΣΟΥΝ) Η έπιτροπή άποκαταστάσεως προσφύγων, ενώ δεν έχει ολοκληρώσει το έργον της, εζήτησε τα στοιχεία από τους ενδιαφερομένους. (Η ΣΥΓΚΟΙΝΩΝΙΑ ΔΙΑ ΤΟΥ ΚΤΕΛ ΚΙΛΚΙΣ) Η έπιτροπή άποκαταστάσεως προσφύγων, ενώ δεν έχει ολοκληρώσει το έργον της, εζήτησε τα στοιχεία από τους ενδιαφερομένους. Η έπιτροπή άποκαταστάσεως προσφύγων, ενώ δεν έχει ολοκληρώσει το έργον της, εζήτησε τα στοιχεία από τους ενδιαφερομένους. 286 ΕΛΛΗΝΙΚΑ ΠΛΟΙΑ ΕΙΝΑΙ ΠΑΡΩΠΛΙΣΜΕΝΑ ΑΘΗΝΑΙ, 17. — Ανακοινούται ότι κατά την 15ην Δεκεμβρίου ήσαν παρωπλισμένα 286 Ελληνικά πλοία συνολικής χωρητικότητος 872.311 τόννων. ΑΘΗΝΑΙ, 17. — Ανακοινούται ότι κατά την 15ην Δεκεμβρίου ήσαν παρωπλισμένα 286 Ελληνικά πλοία συνολικής χωρητικότητος 872.311 τόννων. ΕΟΡΤΗ ΤΗΣ «ΕΣΠΕΡΑΝΤΙΚΗΣ ΕΝΩΣΕΩΣ» Οί νέοι έσπεραντισταί, μετά τού διοικητικού συμβουλίου. Η «Έσπεραντική Ένωσις Θεσσαλονίκης» εώρτασε την επέτειον της γεννήσεως του Ζάμενχωφ. Η «Έσπεραντική Ένωσις Θεσσαλονίκης» εώρτασε την επέτειον της γεννήσεως του Ζάμενχωφ. <box>1170 61 1575 1106</box>
classified-ad: ΠΩΛΟΥΝΤΑΙ αυτοκίνητα μεταχειρισμένα. Μερακλή Τρύπα. Τηλ. 23-070. <box>784 941 965 963</box>
